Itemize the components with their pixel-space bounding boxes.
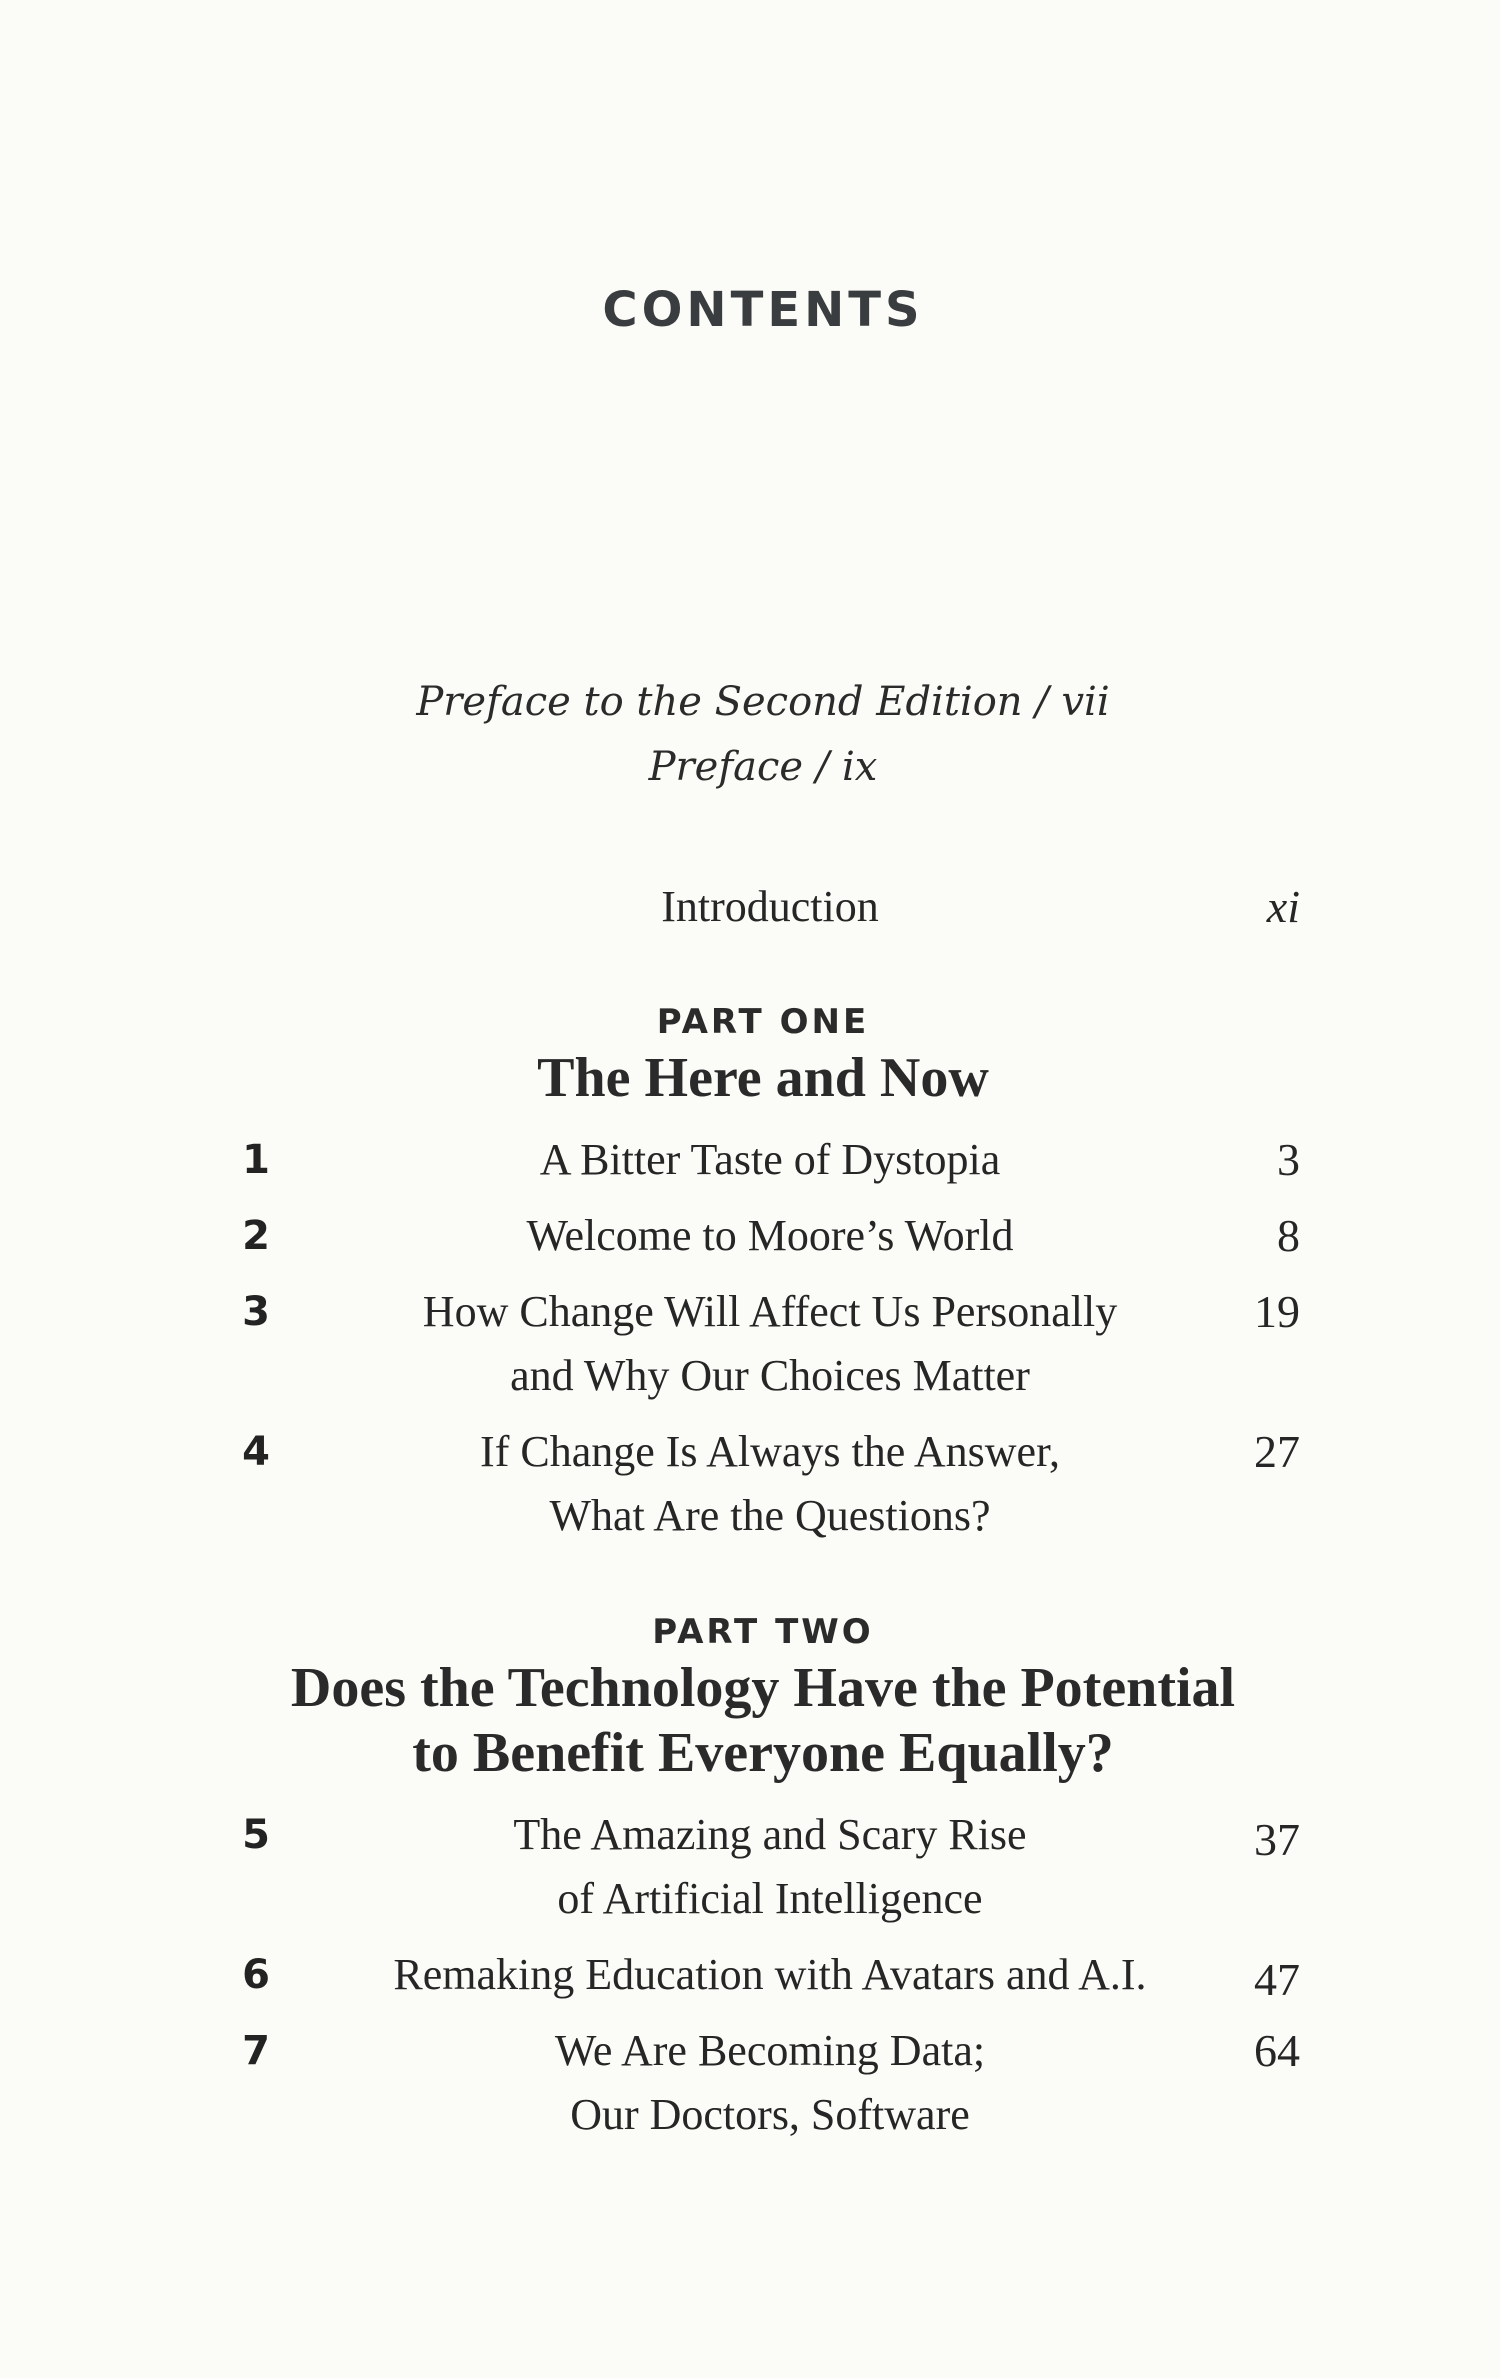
page-title: CONTENTS [602,282,924,338]
part-one-title: The Here and Now [537,1047,989,1109]
chapter-1-number: 1 [242,1137,270,1183]
toc-entry-introduction-page: xi [1266,881,1300,932]
chapter-2-number: 2 [242,1213,270,1259]
chapter-2-page: 8 [1277,1210,1300,1261]
chapter-4-page: 27 [1254,1426,1300,1477]
chapter-3-title-line-2: and Why Our Choices Matter [510,1351,1030,1400]
part-two-title-line-2: to Benefit Everyone Equally? [412,1722,1114,1784]
chapter-5-title-line-2: of Artificial Intelligence [557,1874,983,1923]
part-two-title-line-1: Does the Technology Have the Potential [290,1657,1236,1719]
chapter-4-title-line-2: What Are the Questions? [549,1491,991,1540]
part-two-label: PART TWO [652,1612,874,1652]
chapter-3-page: 19 [1254,1286,1300,1337]
toc-entry-preface: Preface / ix [648,744,878,790]
chapter-6-title: Remaking Education with Avatars and A.I. [393,1950,1147,1999]
chapter-7-title-line-2: Our Doctors, Software [570,2090,970,2139]
chapter-6-page: 47 [1254,1954,1300,2005]
chapter-4-title-line-1: If Change Is Always the Answer, [480,1427,1060,1476]
chapter-6-number: 6 [242,1952,270,1998]
toc-entry-preface-second-edition: Preface to the Second Edition / vii [416,679,1110,725]
chapter-3-number: 3 [242,1289,270,1335]
chapter-7-title-line-1: We Are Becoming Data; [554,2026,986,2075]
chapter-2-title: Welcome to Moore’s World [526,1211,1014,1260]
chapter-1-page: 3 [1277,1134,1300,1185]
chapter-1-title: A Bitter Taste of Dystopia [539,1135,1001,1184]
chapter-4-number: 4 [242,1429,270,1475]
chapter-5-page: 37 [1254,1814,1300,1865]
toc-entry-introduction-title: Introduction [661,882,879,931]
part-one-label: PART ONE [656,1002,870,1042]
chapter-5-number: 5 [242,1812,270,1858]
chapter-7-number: 7 [242,2028,270,2074]
chapter-3-title-line-1: How Change Will Affect Us Personally [422,1287,1118,1336]
chapter-7-page: 64 [1254,2025,1300,2076]
chapter-5-title-line-1: The Amazing and Scary Rise [513,1810,1027,1859]
